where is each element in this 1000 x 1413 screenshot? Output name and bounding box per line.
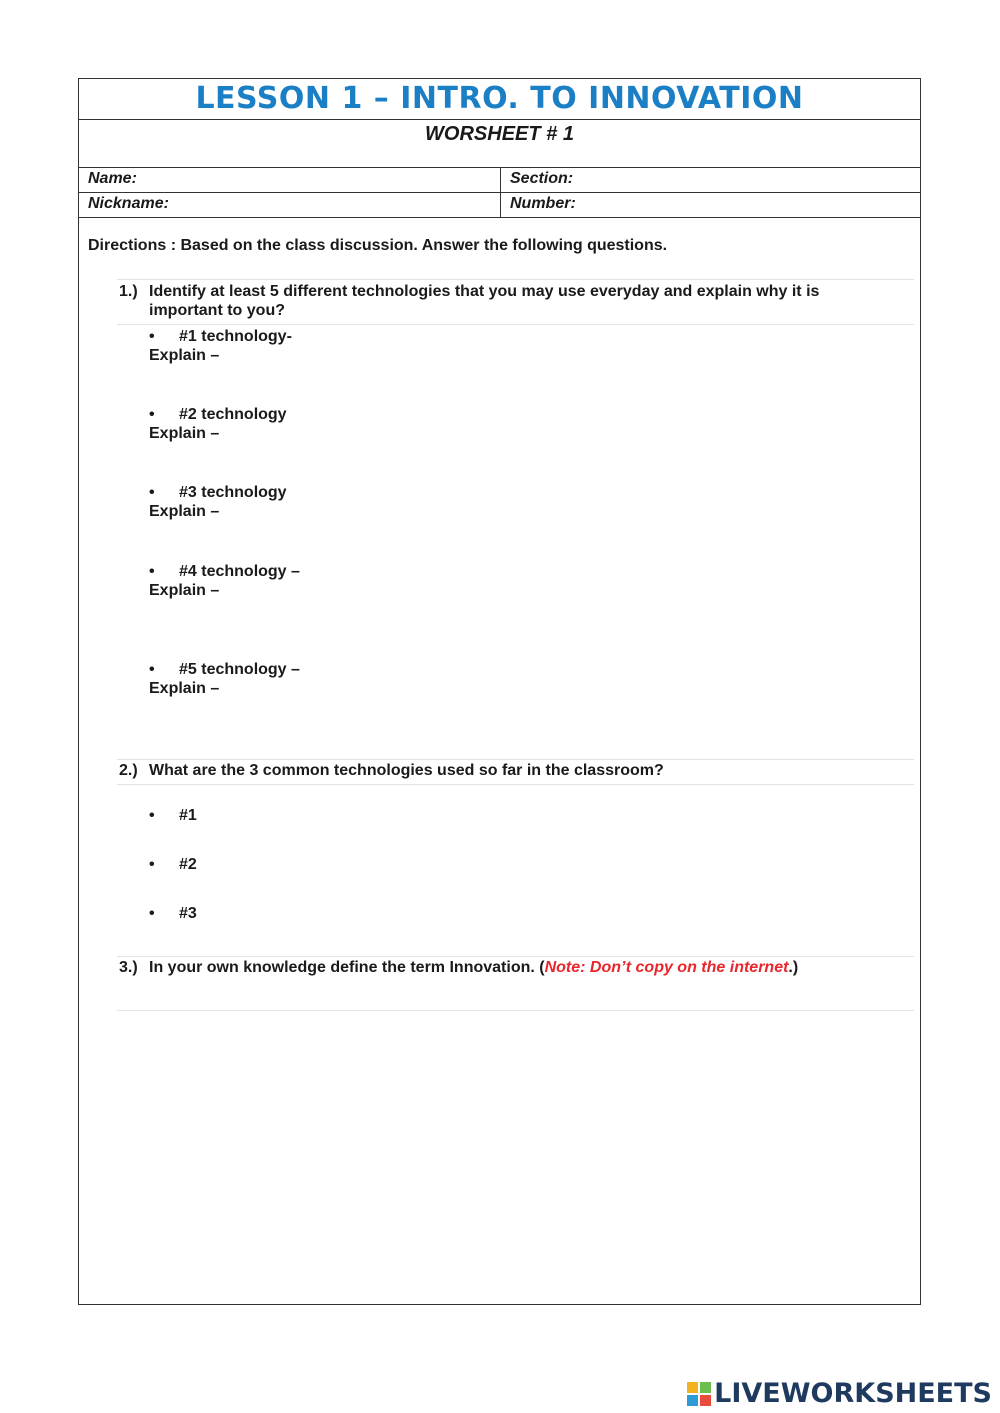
bullet-icon: • [149,406,155,423]
worksheet-frame [78,78,921,1305]
explain-answer[interactable]: Explain – [149,425,220,442]
nickname-field[interactable] [79,193,501,217]
item-label: #2 technology [179,406,287,423]
question-text: What are the 3 common technologies used so far in the classroom? [149,762,664,779]
nickname-label: Nickname: [88,195,169,212]
divider [117,1010,914,1011]
bullet-icon: • [149,905,155,922]
explain-answer[interactable]: Explain – [149,582,220,599]
item-label: #5 technology – [179,661,300,678]
item-label: #1 [179,807,197,824]
number-field[interactable] [501,193,921,217]
lesson-title: LESSON 1 – INTRO. TO INNOVATION [79,79,920,120]
worksheet-subtitle: WORSHEET # 1 [79,120,920,168]
question-number: 1.) [119,283,138,300]
bullet-icon: • [149,563,155,580]
question-number: 3.) [119,959,138,976]
name-field[interactable] [79,168,501,192]
name-label: Name: [88,170,137,187]
explain-answer[interactable]: Explain – [149,347,220,364]
item-label: #3 [179,905,197,922]
info-row-1 [79,168,920,193]
directions-text: Directions : Based on the class discussion. Answer the following questions. [88,237,668,254]
question-text: Identify at least 5 different technologies that you may use everyday and explain why it is important to you? [149,283,820,319]
info-row-2 [79,193,920,218]
item-label: #1 technology- [179,328,292,345]
bullet-icon: • [149,328,155,345]
brand-watermark [686,1377,992,1411]
item-label: #2 [179,856,197,873]
divider [117,784,914,785]
question-number: 2.) [119,762,138,779]
explain-answer[interactable]: Explain – [149,503,220,520]
number-label: Number: [510,195,576,212]
divider [117,956,914,957]
question-text [149,958,869,977]
question-text-after: .) [788,959,799,976]
brand-name: LIVEWORKSHEETS [714,1378,992,1409]
bullet-icon: • [149,856,155,873]
liveworksheets-logo-icon [686,1381,712,1407]
bullet-icon: • [149,484,155,501]
section-field[interactable] [501,168,921,192]
explain-answer[interactable]: Explain – [149,680,220,697]
bullet-icon: • [149,661,155,678]
question-text-before: In your own knowledge define the term Innovation. ( [149,959,545,976]
answer-area[interactable] [117,1014,914,1294]
bullet-icon: • [149,807,155,824]
item-label: #4 technology – [179,563,300,580]
item-label: #3 technology [179,484,287,501]
divider [117,324,914,325]
note-text: Note: Don’t copy on the internet [544,959,789,976]
section-label: Section: [510,170,574,187]
divider [117,759,914,760]
divider [117,279,914,280]
